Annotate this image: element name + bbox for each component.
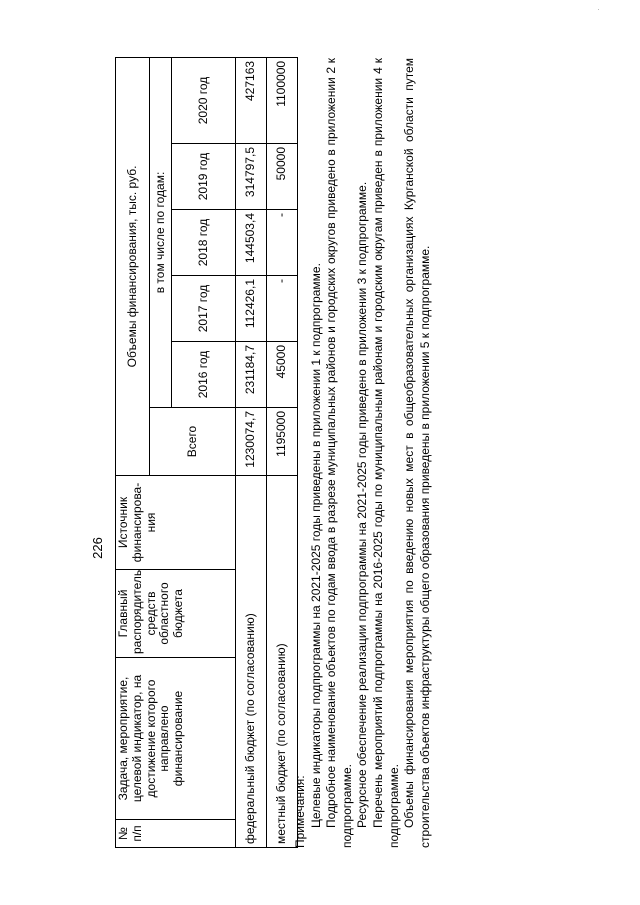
cell-total: 1230074,7 — [236, 408, 267, 476]
cell-value: 314797,5 — [236, 144, 267, 210]
rotated-page — [90, 0, 435, 848]
header-year: 2019 год — [172, 144, 236, 210]
header-num: № п/п — [116, 820, 236, 848]
page-number: 226 — [90, 537, 105, 559]
cell-value: 50000 — [267, 144, 298, 210]
header-main-manager: Главный распорядитель средств областного бюджета — [116, 570, 236, 658]
note-item: Подробное наименование объектов по годам ввода в разрезе муниципальных районов и городских округов приведено в приложении 2 к подпрограмме. — [324, 58, 354, 848]
cell-value: - — [267, 210, 298, 276]
header-incl-years: в том числе по годам: — [150, 57, 172, 407]
notes-heading: Примечания: — [293, 775, 307, 848]
notes — [293, 58, 433, 848]
header-total: Всего — [150, 408, 236, 476]
row-label: федеральный бюджет (по согласованию) — [236, 476, 267, 848]
cell-total: 1195000 — [267, 408, 298, 476]
cell-value: 45000 — [267, 342, 298, 408]
scan-speck — [598, 9, 599, 10]
row-label: местный бюджет (по согласованию) — [267, 476, 298, 848]
header-task: Задача, мероприятие, целевой индикатор, на достижение которого направлено финансирование — [116, 658, 236, 820]
note-item: Перечень мероприятий подпрограммы на 2016-2025 годы по муниципальным районам и городским округам приведен в приложении 4 к подпрограмме. — [370, 58, 401, 848]
header-year: 2020 год — [172, 57, 236, 143]
header-year: 2017 год — [172, 276, 236, 342]
cell-value: 112426,1 — [236, 276, 267, 342]
cell-value: 427163 — [236, 57, 267, 143]
note-item: Ресурсное обеспечение реализации подпрограммы на 2021-2025 годы приведено в приложении 3 к подпрограмме. — [355, 181, 370, 828]
note-item: Объемы финансирования мероприятия по введению новых мест в общеобразовательных организациях Курганской области путем строительства объектов инфраструктуры общего образования приведены в приложении 5 к подпрограмме. — [402, 58, 432, 848]
header-source: Источник финансирова-ния — [116, 476, 236, 570]
header-year: 2016 год — [172, 342, 236, 408]
note-item: Целевые индикаторы подпрограммы на 2021-2025 годы приведены в приложении 1 к подпрограмме. — [308, 263, 323, 828]
table-row — [236, 57, 267, 847]
header-volumes: Объемы финансирования, тыс. руб. — [116, 57, 150, 475]
cell-value: - — [267, 276, 298, 342]
header-year: 2018 год — [172, 210, 236, 276]
cell-value: 144503,4 — [236, 210, 267, 276]
financing-table — [115, 57, 298, 848]
cell-value: 231184,7 — [236, 342, 267, 408]
cell-value: 1100000 — [267, 57, 298, 143]
